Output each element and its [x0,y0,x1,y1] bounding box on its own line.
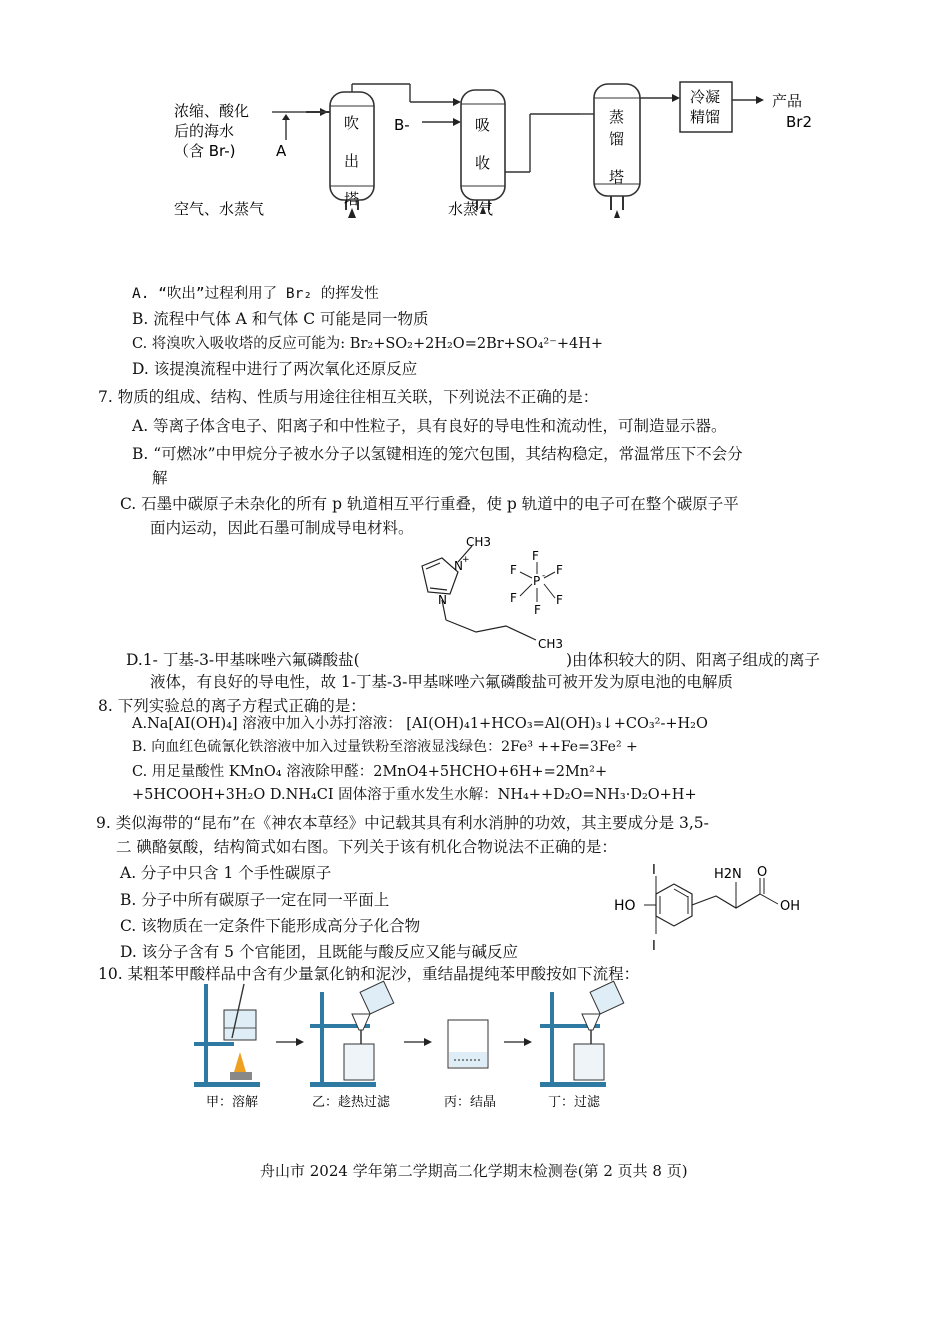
f-atom: F [534,603,541,617]
tower1-char-1: 吹 [344,114,360,132]
tower1-char-3: 塔 [344,190,360,208]
tower1-char-2: 出 [344,152,360,170]
feed-label-1: 浓缩、酸化 [174,102,250,120]
n-plus-atom: N [454,559,463,573]
feed-label-3: （含 Br-) [174,142,236,160]
air-steam-label: 空气、水蒸气 [174,200,265,218]
blow-out-tower [330,92,374,200]
q8-option-d: +5HCOOH+3H₂O D.NH₄CI 固体溶于重水发生水解：NH₄++D₂O=NH₃·D₂O+H+ [132,787,697,803]
iodine-top: I [652,863,656,878]
f-atom: F [532,549,539,563]
q9-stem-line2: 二 碘酪氨酸，结构简式如右图。下列关于该有机化合物说法不正确的是： [116,838,617,856]
q7-option-d-line2: 液体，有良好的导电性，故 1-丁基-3-甲基咪唑六氟磷酸盐可被开发为原电池的电解质 [150,673,733,691]
iodine-bottom: I [652,939,656,954]
q7-option-b-line1: B. “可燃冰”中甲烷分子被水分子以氢键相连的笼穴包围，其结构稳定，常温常压下不会分 [132,445,743,463]
page-footer: 舟山市 2024 学年第二学期高二化学期末检测卷(第 2 页共 8 页) [260,1162,688,1180]
q7-option-d-prefix: D.1- 丁基-3-甲基咪唑六氟磷酸盐( [126,651,360,669]
carboxyl-oh-label: OH [780,899,801,914]
q9-stem-line1: 9. 类似海带的“昆布”在《神农本草经》中记载其具有利水消肿的功效，其主要成分是 3,5- [96,814,709,832]
feed-label-2: 后的海水 [174,122,235,140]
absorption-tower [461,90,505,200]
q6-option-a: A. “吹出”过程利用了 Br₂ 的挥发性 [132,286,379,302]
q8-option-b: B. 向血红色硫氰化铁溶液中加入过量铁粉至溶液显浅绿色：2Fe³ ++Fe=3Fe² + [132,739,638,755]
condense-label-2: 精馏 [690,108,721,126]
recrystallization-apparatus [186,980,656,1115]
q6-option-b: B. 流程中气体 A 和气体 C 可能是同一物质 [132,310,429,328]
step-caption-dissolve: 甲：溶解 [206,1095,259,1110]
step-caption-filter: 丁：过滤 [548,1095,601,1110]
step-caption-hot-filter: 乙：趁热过滤 [312,1095,391,1110]
product-label: 产品 [772,92,803,110]
q7-option-c-line2: 面内运动，因此石墨可制成导电材料。 [150,519,414,537]
f-atom: F [556,593,563,607]
tower2-char-2: 收 [475,154,491,172]
amino-label: H2N [714,867,742,882]
product-formula: Br2 [786,113,813,131]
minus-sign: - [542,571,546,581]
steam-label: 水蒸气 [448,200,494,218]
q9-option-c: C. 该物质在一定条件下能形成高分子化合物 [120,917,421,935]
q9-option-a: A. 分子中只含 1 个手性碳原子 [120,864,332,882]
tower3-char-1: 蒸 [609,108,625,126]
q7-option-d-suffix: )由体积较大的阴、阳离子组成的离子 [566,651,821,669]
bromine-flow-diagram [160,78,840,238]
q9-option-d: D. 该分子含有 5 个官能团，且既能与酸反应又能与碱反应 [120,943,518,961]
q7-stem: 7. 物质的组成、结构、性质与用途往往相互关联，下列说法不正确的是： [98,388,599,406]
condense-label-1: 冷凝 [690,88,721,106]
n-atom: N [438,593,447,607]
tower3-char-2: 馏 [609,130,625,148]
q8-option-c: C. 用足量酸性 KMnO₄ 溶液除甲醛：2MnO4+5HCHO+6H+=2Mn²+ [132,764,608,780]
q8-stem: 8. 下列实验总的离子方程式正确的是： [98,697,366,715]
diiodotyrosine-structure [608,858,828,958]
q7-option-b-line2: 解 [152,469,168,487]
carbonyl-o-label: O [757,865,768,880]
q6-option-c: C. 将溴吹入吸收塔的反应可能为: Br₂+SO₂+2H₂O=2Br+SO₄²⁻+4H+ [132,336,604,352]
ch3-end: CH3 [538,637,564,651]
f-atom: F [510,563,517,577]
gas-a-label: A [276,142,287,160]
plus-sign: + [462,555,470,565]
q7-option-a: A. 等离子体含电子、阳离子和中性粒子，具有良好的导电性和流动性，可制造显示器。 [132,417,727,435]
q10-stem: 10. 某粗苯甲酸样品中含有少量氯化钠和泥沙，重结晶提纯苯甲酸按如下流程： [98,965,640,983]
q7-option-c-line1: C. 石墨中碳原子未杂化的所有 p 轨道相互平行重叠，使 p 轨道中的电子可在整个碳原子平 [120,495,739,513]
f-atom: F [556,563,563,577]
b-minus-label: B- [394,116,410,134]
step-caption-crystallize: 丙：结晶 [444,1095,497,1110]
q9-option-b: B. 分子中所有碳原子一定在同一平面上 [120,891,390,909]
q8-option-a: A.Na[AI(OH)₄] 溶液中加入小苏打溶液： [AI(OH)₄1+HCO₃=Al(OH)₃↓+CO₃²-+H₂O [132,716,708,732]
ch3-top: CH3 [466,535,492,549]
imidazolium-pf6-structure [400,532,580,654]
q6-option-d: D. 该提溴流程中进行了两次氧化还原反应 [132,360,418,378]
tower3-char-3: 塔 [609,168,625,186]
f-atom: F [510,591,517,605]
hydroxyl-label: HO [614,898,636,914]
tower2-char-1: 吸 [475,116,491,134]
p-atom: P [533,574,541,588]
